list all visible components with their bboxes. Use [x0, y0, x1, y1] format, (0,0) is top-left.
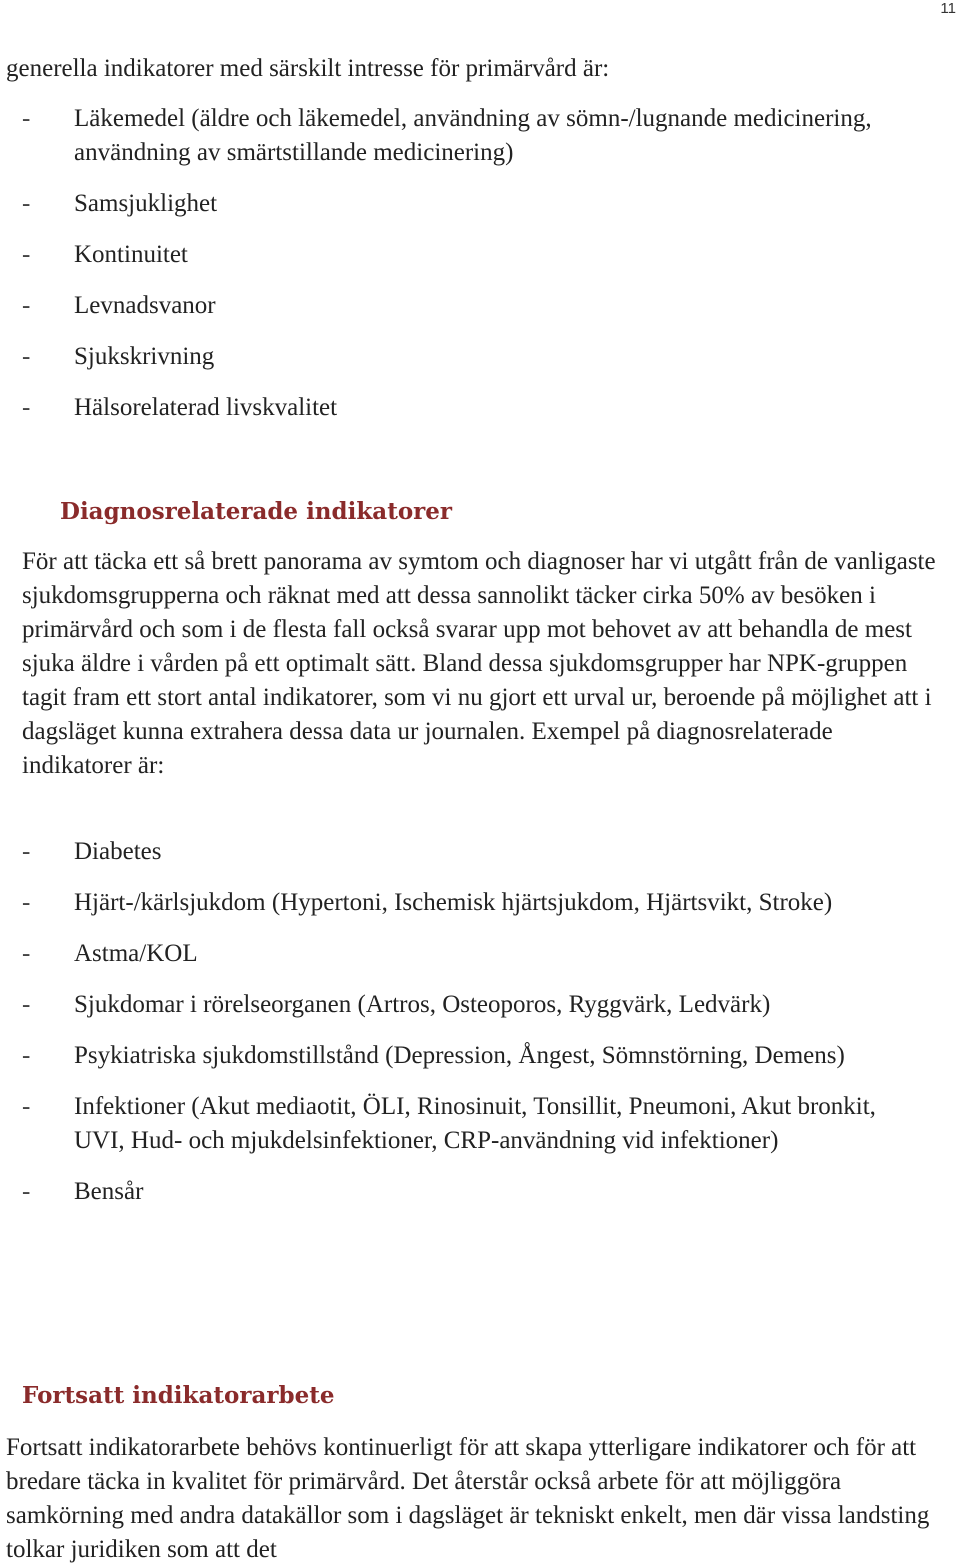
- intro-text: generella indikatorer med särskilt intresse för primärvård är:: [6, 55, 610, 82]
- paragraph-fortsatt: Fortsatt indikatorarbete behövs kontinuerligt för att skapa ytterligare indikatorer och för att bredare täcka in kvalitet för primärvård. Det återstår också arbete för att möjliggöra samkörning med andra datakällor som i dagsläget är tekniskt enkelt, men där vissa landsting tolkar juridiken som att det: [6, 1434, 930, 1563]
- list-item: [22, 937, 922, 971]
- paragraph-diagnosrelaterade: För att täcka ett så brett panorama av symtom och diagnoser har vi utgått från de vanligaste sjukdomsgrupperna och räknat med att dessa sannolikt täcker cirka 50% av besöken i primärvård och som i de flesta fall också svarar upp mot behovet av att behandla de mest sjuka äldre i vården på ett optimalt sätt. Bland dessa sjukdomsgrupper har NPK-gruppen tagit fram ett stort antal indikatorer, som vi nu gjort ett urval ur, beroende på möjlighet att i dagsläget kunna extrahera dessa data ur journalen. Exempel på diagnosrelaterade indikatorer är:: [22, 548, 936, 779]
- list-item: [22, 1175, 922, 1209]
- bullet-dash: -: [22, 292, 31, 319]
- list-item: [22, 988, 922, 1022]
- page-number: 11: [940, 0, 956, 17]
- bullet-dash: -: [22, 1093, 31, 1120]
- general-indicator-list: [22, 102, 922, 442]
- list-item-text: Samsjuklighet: [74, 190, 218, 217]
- list-item-text: Hälsorelaterad livskvalitet: [74, 394, 338, 421]
- bullet-dash: -: [22, 991, 31, 1018]
- list-item-text: Sjukdomar i rörelseorganen (Artros, Osteoporos, Ryggvärk, Ledvärk): [74, 991, 771, 1018]
- list-item: [22, 391, 922, 425]
- list-item-text: Kontinuitet: [74, 241, 188, 268]
- list-item: [22, 238, 922, 272]
- section-heading-diagnosrelaterade: Diagnosrelaterade indikatorer: [60, 498, 453, 525]
- bullet-dash: -: [22, 394, 31, 421]
- bullet-dash: -: [22, 190, 31, 217]
- list-item: [22, 1039, 922, 1073]
- list-item-text: Levnadsvanor: [74, 292, 216, 319]
- list-item-text: Sjukskrivning: [74, 343, 215, 370]
- bullet-dash: -: [22, 1178, 31, 1205]
- bullet-dash: -: [22, 1042, 31, 1069]
- list-item: [22, 835, 922, 869]
- list-item: [22, 187, 922, 221]
- list-item-text: Läkemedel (äldre och läkemedel, användning av sömn-/lugnande medicinering, användning av smärtstillande medicinering): [74, 105, 872, 166]
- list-item-text: Diabetes: [74, 838, 162, 865]
- bullet-dash: -: [22, 889, 31, 916]
- bullet-dash: -: [22, 838, 31, 865]
- list-item: [22, 102, 922, 170]
- list-item: [22, 289, 922, 323]
- list-item-text: Infektioner (Akut mediaotit, ÖLI, Rinosinuit, Tonsillit, Pneumoni, Akut bronkit, UVI, Hud- och mjukdelsinfektioner, CRP-användning vid infektioner): [74, 1093, 876, 1154]
- list-item-text: Bensår: [74, 1178, 144, 1205]
- diagnosis-indicator-list: [22, 835, 922, 1226]
- bullet-dash: -: [22, 241, 31, 268]
- list-item: [22, 340, 922, 374]
- bullet-dash: -: [22, 343, 31, 370]
- list-item-text: Astma/KOL: [74, 940, 198, 967]
- bullet-dash: -: [22, 940, 31, 967]
- list-item: [22, 1090, 922, 1158]
- list-item-text: Psykiatriska sjukdomstillstånd (Depression, Ångest, Sömnstörning, Demens): [74, 1042, 845, 1069]
- bullet-dash: -: [22, 105, 31, 132]
- list-item-text: Hjärt-/kärlsjukdom (Hypertoni, Ischemisk hjärtsjukdom, Hjärtsvikt, Stroke): [74, 889, 833, 916]
- section-heading-fortsatt: Fortsatt indikatorarbete: [22, 1382, 335, 1409]
- list-item: [22, 886, 922, 920]
